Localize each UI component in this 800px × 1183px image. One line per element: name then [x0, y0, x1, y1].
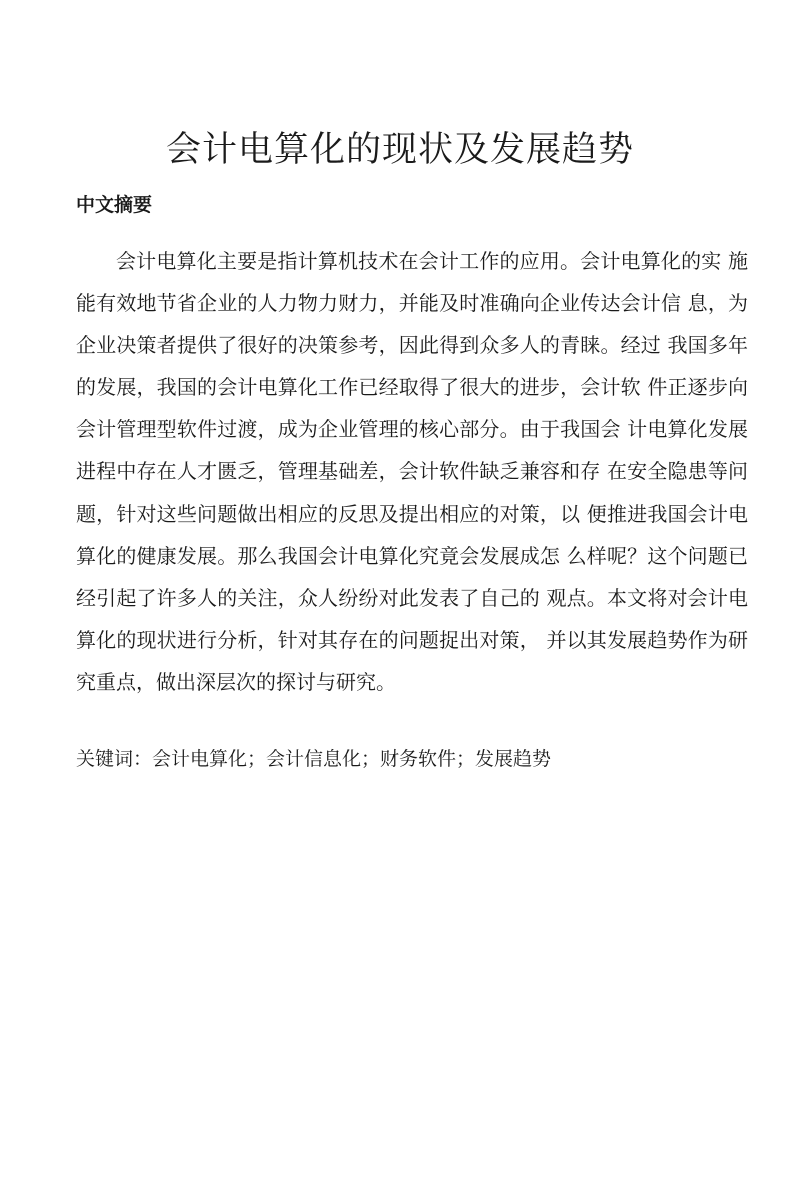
abstract-line: 算化的健康发展。那么我国会计电算化究竟会发展成怎 么样呢？这个问题已 — [76, 543, 748, 568]
abstract-line: 题，针对这些问题做出相应的反思及提出相应的对策，以 便推进我国会计电 — [76, 501, 748, 526]
abstract-line: 会计管理型软件过渡，成为企业管理的核心部分。由于我国会 计电算化发展 — [76, 417, 748, 442]
abstract-line: 进程中存在人才匮乏，管理基础差，会计软件缺乏兼容和存 在安全隐患等问 — [76, 459, 748, 484]
abstract-line: 经引起了许多人的关注，众人纷纷对此发表了自己的 观点。本文将对会计电 — [76, 585, 748, 610]
abstract-line: 会计电算化主要是指计算机技术在会计工作的应用。会计电算化的实 施 — [116, 249, 748, 273]
abstract-line: 能有效地节省企业的人力物力财力，并能及时准确向企业传达会计信 息，为 — [76, 291, 748, 316]
document-title: 会计电算化的现状及发展趋势 — [165, 130, 634, 170]
keywords-line: 关键词：会计电算化；会计信息化；财务软件；发展趋势 — [76, 748, 552, 770]
abstract-paragraph — [76, 240, 748, 703]
abstract-line: 的发展，我国的会计电算化工作已经取得了很大的进步，会计软 件正逐步向 — [76, 375, 748, 400]
abstract-line: 究重点，做出深层次的探讨与研究。 — [76, 669, 396, 694]
abstract-heading: 中文摘要 — [76, 194, 153, 216]
abstract-line: 企业决策者提供了很好的决策参考，因此得到众多人的青睐。经过 我国多年 — [76, 333, 748, 358]
abstract-line: 算化的现状进行分析，针对其存在的问题捉出对策， 并以其发展趋势作为研 — [76, 627, 748, 652]
